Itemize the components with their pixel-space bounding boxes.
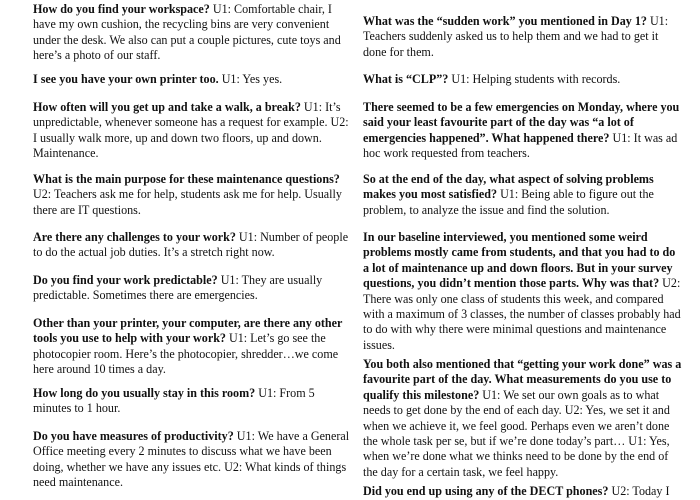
question: Are there any challenges to your work? xyxy=(33,230,236,244)
question: Do you find your work predictable? xyxy=(33,273,218,287)
question: How often will you get up and take a walk, a break? xyxy=(33,100,301,114)
question: So at the end of the day, what aspect of solving problems makes you most satisfied? xyxy=(363,172,654,202)
qa-entry xyxy=(363,72,683,87)
question: You both also mentioned that “getting your work done” was a favourite part of the day. What measurements do you use to qualify this milestone? xyxy=(363,357,682,402)
qa-entry xyxy=(33,230,355,261)
qa-entry xyxy=(363,14,683,60)
qa-entry xyxy=(33,72,355,87)
question: I see you have your own printer too. xyxy=(33,72,219,86)
answer: U1: It was ad hoc work requested from teachers. xyxy=(363,130,678,161)
qa-entry xyxy=(363,484,683,499)
answer: U1: From 5 minutes to 1 hour. xyxy=(33,386,315,416)
question: Do you have measures of productivity? xyxy=(33,429,234,443)
qa-entry xyxy=(363,357,683,480)
qa-entry xyxy=(363,172,683,218)
answer: U1: We set our own goals as to what needs to get done by the end of each day. U2: Yes, we set it and when we achieve it, we feel good. Perhaps even we aren’t done the whole task per se, but if we’re done today’s part… U1: Yes, when we’re done what we thinks need to be done by the end of the day for a certain task, we feel happy. xyxy=(363,387,670,479)
question: What is “CLP”? xyxy=(363,72,449,86)
question: In our baseline interviewed, you mentioned some weird problems mostly came from students, and that you had to do a lot of maintenance up and down floors. But in your survey questions, you didn’t mention those parts. Why was that? xyxy=(363,230,676,291)
qa-entry xyxy=(33,100,355,162)
answer: U2: Teachers ask me for help, students ask me for help. Usually there are IT questions. xyxy=(33,187,342,217)
answer: U1: Helping students with records. xyxy=(448,72,621,86)
question: What is the main purpose for these maintenance questions? xyxy=(33,172,340,186)
answer: U1: They are usually predictable. Sometimes there are emergencies. xyxy=(33,273,323,303)
qa-entry xyxy=(33,429,355,491)
answer: U1: Yes yes. xyxy=(218,72,283,86)
answer: U1: It’s unpredictable, whenever someone has a request for example. U2: I usually walk more, up and down two floors, up and down. Maintenance. xyxy=(33,100,349,161)
qa-entry xyxy=(33,273,355,304)
qa-entry xyxy=(363,230,683,353)
answer: U1: Teachers suddenly asked us to help them and we had to get it done for them. xyxy=(363,14,669,59)
answer: U2: Today I xyxy=(608,484,670,498)
qa-entry xyxy=(33,172,355,218)
answer: U1: We have a General Office meeting every 2 minutes to discuss what we have been doing, whether we have any issues etc. U2: What kinds of things need maintenance. xyxy=(33,429,350,490)
qa-entry xyxy=(33,386,355,417)
answer: U1: Being able to figure out the problem, to analyze the issue and find the solution. xyxy=(363,187,654,217)
answer: U1: Number of people to do the actual job duties. It’s a stretch right now. xyxy=(33,230,349,260)
question: How do you find your workspace? xyxy=(33,2,210,16)
answer: U1: Comfortable chair, I have my own cushion, the recycling bins are very convenient under the desk. We also can put a couple pictures, cute toys and here’s a photo of our staff. xyxy=(33,2,341,63)
question: There seemed to be a few emergencies on Monday, where you said your least favourite part of the day was “a lot of emergencies happened”. What happened there? xyxy=(363,100,680,145)
question: Did you end up using any of the DECT phones? xyxy=(363,484,609,498)
qa-entry xyxy=(363,100,683,162)
answer: U2: There was only one class of students this week, and compared with a maximum of 3 classes, the number of classes probably had to do with why there were minimal questions and maintenance issues. xyxy=(363,276,681,352)
qa-entry xyxy=(33,316,355,378)
question: How long do you usually stay in this room? xyxy=(33,386,256,400)
answer: U1: Let’s go see the photocopier room. Here’s the photocopier, shredder…we come here around 10 times a day. xyxy=(33,331,339,377)
qa-entry xyxy=(33,2,355,64)
question: What was the “sudden work” you mentioned in Day 1? xyxy=(363,14,647,28)
question: Other than your printer, your computer, are there any other tools you use to help with your work? xyxy=(33,316,343,346)
